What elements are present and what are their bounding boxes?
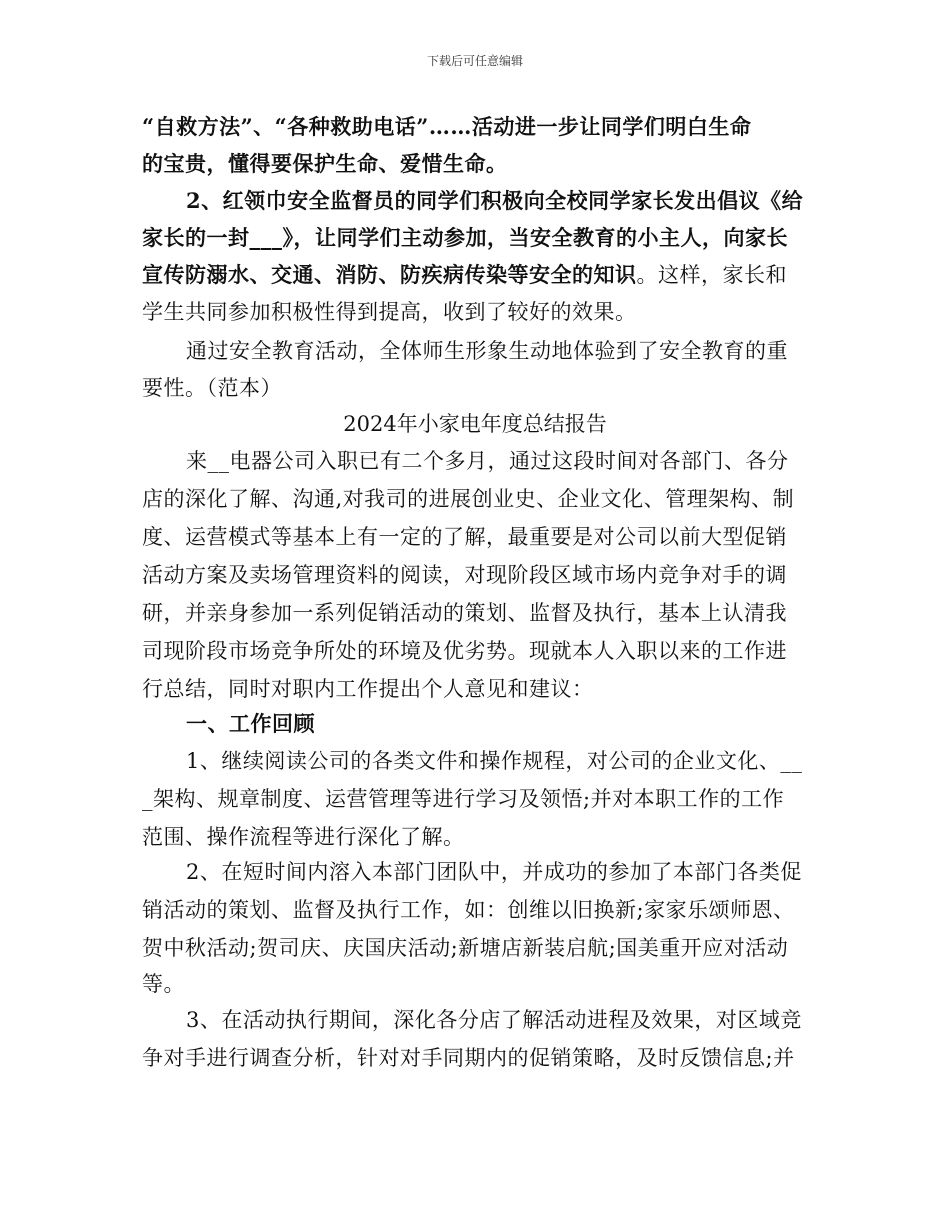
review-line: _架构、规章制度、运营管理等进行学习及领悟;并对本职工作的工作 bbox=[142, 787, 785, 811]
paragraph-line: “自救方法”、“各种救助电话”……活动进一步让同学们明白生命 bbox=[142, 114, 752, 139]
body-line: 来__电器公司入职已有二个多月，通过这段时间对各部门、各分 bbox=[186, 449, 789, 473]
paragraph-line: 学生共同参加积极性得到提高，收到了较好的效果。 bbox=[142, 300, 637, 324]
report-title: 2024年小家电年度总结报告 bbox=[343, 412, 607, 436]
review-line: 争对手进行调查分析，针对对手同期内的促销策略，及时反馈信息;并 bbox=[142, 1046, 795, 1070]
normal-text: 。这样，家长和 bbox=[636, 263, 787, 287]
body-line: 司现阶段市场竞争所处的环境及优劣势。现就本人入职以来的工作进 bbox=[142, 639, 787, 663]
paragraph-line: 的宝贵，懂得要保护生命、爱惜生命。 bbox=[142, 151, 508, 176]
review-line: 销活动的策划、监督及执行工作，如：创维以旧换新;家家乐颂师恩、 bbox=[142, 898, 795, 922]
review-line: 2、在短时间内溶入本部门团队中，并成功的参加了本部门各类促 bbox=[186, 860, 802, 884]
paragraph-line: 2、红领巾安全监督员的同学们积极向全校同学家长发出倡议《给 bbox=[186, 188, 804, 213]
section-heading: 一、工作回顾 bbox=[186, 711, 315, 736]
body-line: 活动方案及卖场管理资料的阅读，对现阶段区域市场内竞争对手的调 bbox=[142, 563, 787, 587]
paragraph-line: 通过安全教育活动，全体师生形象生动地体验到了安全教育的重 bbox=[186, 339, 788, 363]
review-line: 范围、操作流程等进行深化了解。 bbox=[142, 825, 465, 849]
body-line: 度、运营模式等基本上有一定的了解，最重要是对公司以前大型促销 bbox=[142, 525, 787, 549]
page-header: 下载后可任意编辑 bbox=[426, 54, 523, 68]
review-line: 3、在活动执行期间，深化各分店了解活动进程及效果，对区域竞 bbox=[186, 1008, 802, 1032]
paragraph-line: 家长的一封___》，让同学们主动参加，当安全教育的小主人，向家长 bbox=[142, 225, 788, 250]
paragraph-line: 要性。（范本） bbox=[142, 376, 282, 400]
body-line: 店的深化了解、沟通,对我司的进展创业史、企业文化、管理架构、制 bbox=[142, 487, 795, 511]
review-line: 等。 bbox=[142, 972, 185, 996]
bold-text: 宣传防溺水、交通、消防、防疾病传染等安全的知识 bbox=[142, 262, 637, 287]
review-line: 贺中秋活动;贺司庆、庆国庆活动;新塘店新装启航;国美重开应对活动 bbox=[142, 936, 789, 960]
body-line: 研，并亲身参加一系列促销活动的策划、监督及执行，基本上认清我 bbox=[142, 601, 787, 625]
paragraph-line bbox=[142, 261, 787, 289]
review-line: 1、继续阅读公司的各类文件和操作规程，对公司的企业文化、__ bbox=[186, 749, 803, 773]
body-line: 行总结，同时对职内工作提出个人意见和建议： bbox=[142, 677, 594, 701]
